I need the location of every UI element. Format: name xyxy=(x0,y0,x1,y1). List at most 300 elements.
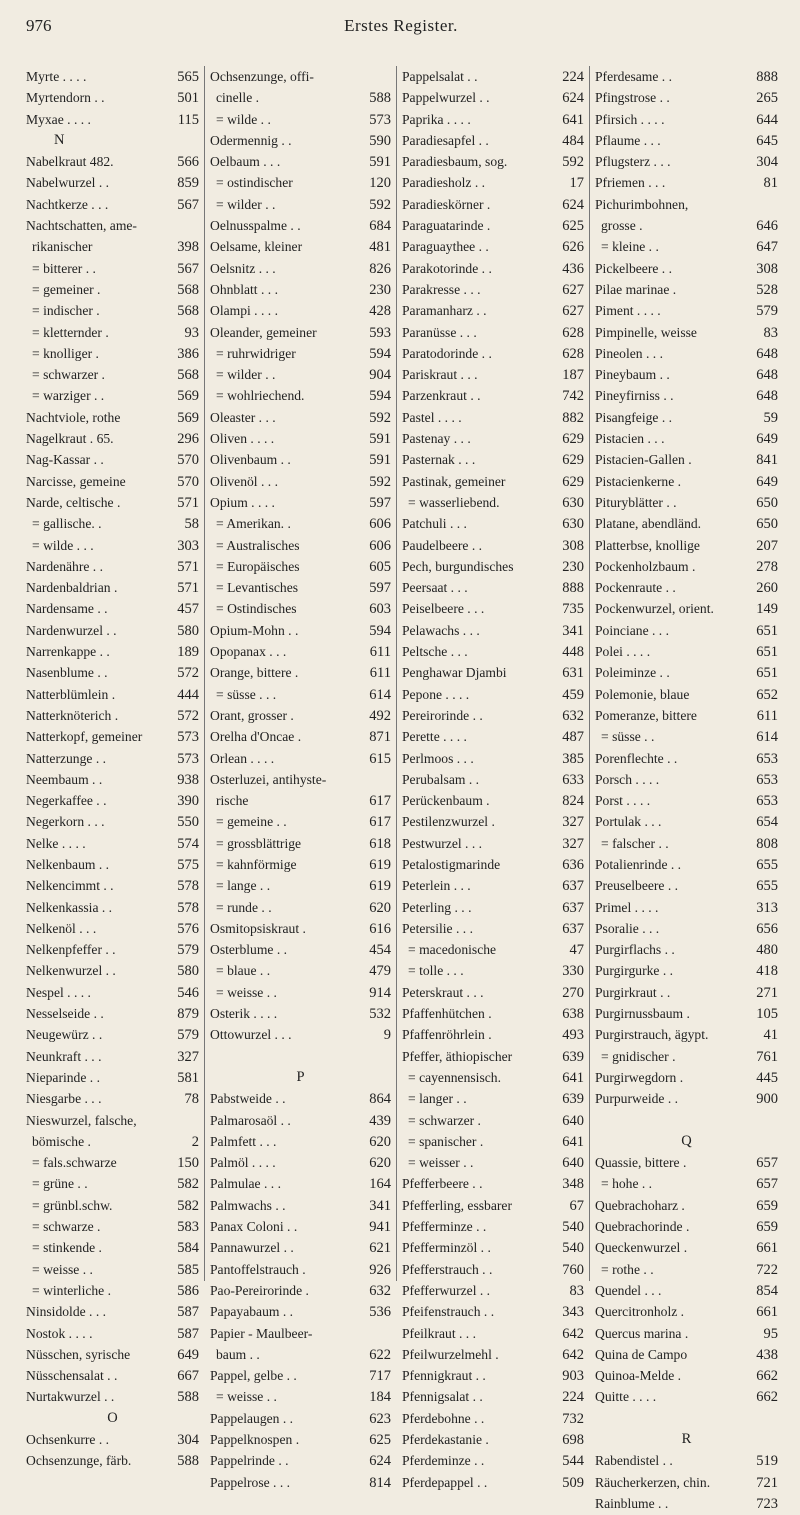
entry-term: Platane, abendländ. xyxy=(595,516,702,532)
entry-page: 573 xyxy=(369,111,391,128)
entry-page: 624 xyxy=(562,196,584,213)
index-entry xyxy=(210,982,391,1003)
index-entry xyxy=(595,748,778,769)
entry-term: Pech, burgundisches xyxy=(402,558,514,574)
entry-term: Paraguaythee . . xyxy=(402,239,489,255)
entry-page: 386 xyxy=(177,345,199,362)
entry-term: = gemeiner . xyxy=(32,281,101,297)
index-entry xyxy=(595,1259,778,1280)
index-entry xyxy=(402,1067,584,1088)
entry-term: Negerkaffee . . xyxy=(26,793,107,809)
entry-term: Quina de Campo xyxy=(595,1346,688,1362)
entry-page: 723 xyxy=(756,1495,778,1512)
index-column-1 xyxy=(26,66,204,1470)
entry-page: 630 xyxy=(562,516,584,533)
entry-page: 327 xyxy=(177,1048,199,1065)
entry-page: 568 xyxy=(177,303,199,320)
entry-page: 536 xyxy=(369,1304,391,1321)
index-entry xyxy=(26,1088,199,1109)
entry-page: 481 xyxy=(369,239,391,256)
entry-term: Porsch . . . . xyxy=(595,771,660,787)
entry-page: 592 xyxy=(562,154,584,171)
index-entry xyxy=(210,1173,391,1194)
entry-term: Pfennigsalat . . xyxy=(402,1389,483,1405)
entry-term: Osterluzei, antihyste- xyxy=(210,771,327,787)
index-entry xyxy=(595,598,778,619)
index-entry xyxy=(402,769,584,790)
entry-term: Pelawachs . . . xyxy=(402,622,480,638)
index-entry xyxy=(402,1365,584,1386)
entry-term: = wohlriechend. xyxy=(216,388,305,404)
index-entry xyxy=(26,1046,199,1067)
entry-term: Pfirsich . . . . xyxy=(595,111,665,127)
entry-page: 574 xyxy=(177,835,199,852)
entry-term: Ninsidolde . . . xyxy=(26,1304,107,1320)
index-entry xyxy=(26,364,199,385)
entry-page: 632 xyxy=(369,1282,391,1299)
entry-page: 591 xyxy=(369,431,391,448)
entry-page: 150 xyxy=(177,1155,199,1172)
entry-term: Palmulae . . . xyxy=(210,1176,281,1192)
spacer xyxy=(210,1046,391,1067)
index-entry xyxy=(402,854,584,875)
entry-page: 614 xyxy=(756,729,778,746)
index-entry xyxy=(595,939,778,960)
entry-page: 617 xyxy=(369,793,391,810)
index-entry xyxy=(26,790,199,811)
index-entry xyxy=(210,1472,391,1493)
entry-term: Pferdesame . . xyxy=(595,69,673,84)
index-entry xyxy=(595,364,778,385)
entry-page: 568 xyxy=(177,281,199,298)
index-entry xyxy=(26,939,199,960)
entry-term: Pfefferstrauch . . xyxy=(402,1261,493,1277)
index-entry xyxy=(26,641,199,662)
entry-term: Paramanharz . . xyxy=(402,303,487,319)
entry-term: = kleine . . xyxy=(601,239,659,255)
entry-page: 888 xyxy=(756,69,778,85)
entry-term: Parakotorinde . . xyxy=(402,260,492,276)
entry-page: 588 xyxy=(369,90,391,107)
entry-page: 652 xyxy=(756,686,778,703)
entry-term: = tolle . . . xyxy=(408,963,464,979)
entry-page: 570 xyxy=(177,452,199,469)
index-entry xyxy=(210,748,391,769)
entry-page: 571 xyxy=(177,580,199,597)
entry-term: Pasternak . . . xyxy=(402,452,476,468)
entry-page: 616 xyxy=(369,920,391,937)
entry-page: 348 xyxy=(562,1176,584,1193)
entry-term: Pfeilwurzelmehl . xyxy=(402,1346,499,1362)
index-entry xyxy=(402,1280,584,1301)
index-entry xyxy=(595,1195,778,1216)
index-entry xyxy=(402,364,584,385)
entry-page: 270 xyxy=(562,984,584,1001)
index-entry xyxy=(210,897,391,918)
index-entry xyxy=(210,1408,391,1429)
entry-term: cinelle . xyxy=(216,90,260,106)
entry-page: 484 xyxy=(562,132,584,149)
entry-term: Odermennig . . xyxy=(210,132,292,148)
index-entry xyxy=(26,109,199,130)
entry-term: Opium-Mohn . . xyxy=(210,622,299,638)
index-entry xyxy=(210,1024,391,1045)
entry-page: 341 xyxy=(562,622,584,639)
entry-page: 603 xyxy=(369,601,391,618)
entry-term: Pfeilkraut . . . xyxy=(402,1325,476,1341)
entry-term: Olivenbaum . . xyxy=(210,452,291,468)
entry-page: 597 xyxy=(369,580,391,597)
entry-term: Quassie, bittere . xyxy=(595,1155,687,1171)
entry-term: Paratodorinde . . xyxy=(402,345,492,361)
entry-page: 657 xyxy=(756,1176,778,1193)
index-entry xyxy=(595,87,778,108)
entry-term: Primel . . . . xyxy=(595,899,659,915)
index-entry xyxy=(26,215,199,236)
index-entry xyxy=(402,960,584,981)
entry-term: = wilde . . xyxy=(216,111,271,127)
entry-term: Pappelsalat . . xyxy=(402,69,478,84)
entry-term: Palmöl . . . . xyxy=(210,1155,276,1171)
entry-term: Pastel . . . . xyxy=(402,409,462,425)
index-entry xyxy=(210,1386,391,1407)
entry-page: 594 xyxy=(369,388,391,405)
entry-term: = knolliger . xyxy=(32,345,99,361)
entry-page: 656 xyxy=(756,920,778,937)
index-entry xyxy=(595,279,778,300)
entry-term: Pfriemen . . . xyxy=(595,175,666,191)
index-entry xyxy=(595,1472,778,1493)
entry-term: Oelnusspalme . . xyxy=(210,218,301,234)
entry-page: 621 xyxy=(369,1240,391,1257)
index-entry xyxy=(26,1131,199,1152)
entry-page: 436 xyxy=(562,260,584,277)
entry-page: 879 xyxy=(177,1006,199,1023)
entry-term: = runde . . xyxy=(216,899,272,915)
index-entry xyxy=(26,684,199,705)
entry-page: 941 xyxy=(369,1219,391,1236)
index-entry xyxy=(402,236,584,257)
entry-page: 620 xyxy=(369,1133,391,1150)
index-entry xyxy=(402,322,584,343)
index-entry xyxy=(210,343,391,364)
entry-page: 398 xyxy=(177,239,199,256)
entry-page: 625 xyxy=(369,1432,391,1448)
entry-page: 550 xyxy=(177,814,199,831)
entry-term: Pariskraut . . . xyxy=(402,367,478,383)
entry-page: 606 xyxy=(369,516,391,533)
entry-term: Pockenraute . . xyxy=(595,580,676,596)
entry-term: Pichurimbohnen, xyxy=(595,196,689,212)
entry-page: 639 xyxy=(562,1048,584,1065)
entry-term: Peterling . . . xyxy=(402,899,472,915)
index-entry xyxy=(402,1472,584,1493)
entry-term: Natterknöterich . xyxy=(26,707,119,723)
section-letter: Q xyxy=(681,1132,692,1149)
index-entry xyxy=(26,620,199,641)
index-entry xyxy=(402,790,584,811)
index-entry xyxy=(402,194,584,215)
index-entry xyxy=(595,1216,778,1237)
entry-page: 343 xyxy=(562,1304,584,1321)
entry-page: 662 xyxy=(756,1389,778,1406)
entry-page: 661 xyxy=(756,1240,778,1257)
index-entry xyxy=(26,407,199,428)
index-entry xyxy=(210,449,391,470)
index-entry xyxy=(210,811,391,832)
index-entry xyxy=(402,748,584,769)
entry-page: 659 xyxy=(756,1197,778,1214)
entry-term: Nelkenöl . . . xyxy=(26,920,97,936)
entry-page: 570 xyxy=(177,473,199,490)
index-entry xyxy=(26,1024,199,1045)
index-entry xyxy=(595,1301,778,1322)
entry-page: 230 xyxy=(369,281,391,298)
entry-page: 445 xyxy=(756,1069,778,1086)
entry-page: 620 xyxy=(369,899,391,916)
index-entry xyxy=(210,471,391,492)
entry-term: Parakresse . . . xyxy=(402,281,481,297)
index-entry xyxy=(210,854,391,875)
entry-term: Neunkraft . . . xyxy=(26,1048,102,1064)
entry-page: 9 xyxy=(383,1027,391,1044)
index-entry xyxy=(402,172,584,193)
entry-page: 207 xyxy=(756,537,778,554)
entry-term: Quercitronholz . xyxy=(595,1304,685,1320)
entry-term: Penghawar Djambi xyxy=(402,665,507,681)
entry-term: Psoralie . . . xyxy=(595,920,660,936)
index-entry xyxy=(26,513,199,534)
entry-term: Oliven . . . . xyxy=(210,431,275,447)
entry-page: 569 xyxy=(177,388,199,405)
index-entry xyxy=(210,1365,391,1386)
entry-term: = ruhrwidriger xyxy=(216,345,296,361)
entry-term: = schwarzer . xyxy=(408,1112,481,1128)
index-entry xyxy=(210,1301,391,1322)
entry-page: 742 xyxy=(562,388,584,405)
entry-page: 597 xyxy=(369,494,391,511)
index-entry xyxy=(210,535,391,556)
index-entry xyxy=(595,662,778,683)
entry-term: Pappelrose . . . xyxy=(210,1474,291,1490)
entry-term: Opopanax . . . xyxy=(210,644,287,660)
index-entry xyxy=(595,577,778,598)
index-entry xyxy=(595,471,778,492)
index-entry xyxy=(210,236,391,257)
index-entry xyxy=(26,1067,199,1088)
index-column-3 xyxy=(396,66,589,1491)
entry-term: Quercus marina . xyxy=(595,1325,689,1341)
entry-page: 230 xyxy=(562,558,584,575)
entry-term: Ochsenzunge, offi- xyxy=(210,69,314,84)
entry-term: = langer . . xyxy=(408,1091,467,1107)
index-entry xyxy=(210,322,391,343)
entry-page: 637 xyxy=(562,920,584,937)
entry-term: = ostindischer xyxy=(216,175,293,191)
entry-page: 532 xyxy=(369,1006,391,1023)
index-entry xyxy=(26,300,199,321)
entry-page: 871 xyxy=(369,729,391,746)
entry-term: Pilae marinae . xyxy=(595,281,677,297)
entry-page: 582 xyxy=(177,1197,199,1214)
index-entry xyxy=(26,151,199,172)
entry-page: 587 xyxy=(177,1325,199,1342)
index-entry xyxy=(595,960,778,981)
index-entry xyxy=(595,1024,778,1045)
entry-term: Pfingstrose . . xyxy=(595,90,670,106)
entry-page: 626 xyxy=(562,239,584,256)
index-entry xyxy=(26,1152,199,1173)
entry-page: 638 xyxy=(562,1006,584,1023)
index-entry xyxy=(402,130,584,151)
entry-page: 667 xyxy=(177,1368,199,1385)
page-title: Erstes Register. xyxy=(344,16,458,35)
index-entry xyxy=(402,258,584,279)
entry-term: = wilde . . . xyxy=(32,537,94,553)
entry-page: 439 xyxy=(369,1112,391,1129)
index-column-4 xyxy=(589,66,778,1512)
entry-page: 2 xyxy=(191,1133,199,1150)
entry-term: Pao-Pereirorinde . xyxy=(210,1282,309,1298)
index-entry xyxy=(210,513,391,534)
entry-page: 493 xyxy=(562,1027,584,1044)
entry-term: Polemonie, blaue xyxy=(595,686,690,702)
entry-term: Pferdeminze . . xyxy=(402,1453,485,1469)
entry-page: 540 xyxy=(562,1240,584,1257)
entry-page: 662 xyxy=(756,1368,778,1385)
entry-term: = gallische. . xyxy=(32,516,102,532)
entry-term: Quitte . . . . xyxy=(595,1389,657,1405)
entry-term: Poleiminze . . xyxy=(595,665,670,681)
entry-term: Pappelrinde . . xyxy=(210,1453,289,1469)
entry-term: = grüne . . xyxy=(32,1176,88,1192)
index-entry xyxy=(210,577,391,598)
index-entry xyxy=(595,641,778,662)
entry-term: Myxae . . . . xyxy=(26,111,91,127)
entry-term: Narrenkappe . . xyxy=(26,644,110,660)
entry-page: 633 xyxy=(562,771,584,788)
entry-term: = cayennensisch. xyxy=(408,1069,501,1085)
entry-page: 428 xyxy=(369,303,391,320)
entry-page: 58 xyxy=(184,516,199,533)
entry-page: 640 xyxy=(562,1155,584,1172)
index-entry xyxy=(595,535,778,556)
entry-page: 571 xyxy=(177,558,199,575)
entry-term: Nachtschatten, ame- xyxy=(26,218,137,234)
entry-term: Pannawurzel . . xyxy=(210,1240,294,1256)
entry-term: Narcisse, gemeine xyxy=(26,473,126,489)
entry-page: 624 xyxy=(369,1453,391,1470)
index-entry xyxy=(402,897,584,918)
index-entry xyxy=(210,641,391,662)
index-entry xyxy=(595,109,778,130)
entry-page: 544 xyxy=(562,1453,584,1470)
index-entry xyxy=(210,258,391,279)
index-entry xyxy=(26,556,199,577)
index-entry xyxy=(402,66,584,87)
index-entry xyxy=(210,1088,391,1109)
entry-term: Pferdebohne . . xyxy=(402,1410,485,1426)
entry-term: = winterliche . xyxy=(32,1282,112,1298)
section-letter: O xyxy=(107,1409,118,1426)
index-entry xyxy=(595,705,778,726)
entry-page: 579 xyxy=(756,303,778,320)
entry-page: 565 xyxy=(177,69,199,85)
entry-term: = rothe . . xyxy=(601,1261,654,1277)
index-entry xyxy=(402,1088,584,1109)
index-entry xyxy=(210,960,391,981)
entry-page: 841 xyxy=(756,452,778,469)
entry-term: = bitterer . . xyxy=(32,260,96,276)
index-entry xyxy=(402,492,584,513)
entry-term: Orange, bittere . xyxy=(210,665,299,681)
entry-term: Platterbse, knollige xyxy=(595,537,700,553)
entry-page: 628 xyxy=(562,324,584,341)
index-entry xyxy=(210,1216,391,1237)
entry-term: Paraguatarinde . xyxy=(402,218,491,234)
index-entry xyxy=(210,620,391,641)
index-entry xyxy=(26,172,199,193)
entry-term: Ohnblatt . . . xyxy=(210,281,278,297)
entry-page: 528 xyxy=(756,281,778,298)
entry-page: 105 xyxy=(756,1006,778,1023)
entry-page: 622 xyxy=(369,1346,391,1363)
entry-page: 592 xyxy=(369,196,391,213)
index-entry xyxy=(595,194,778,215)
entry-page: 572 xyxy=(177,665,199,682)
entry-term: Queckenwurzel . xyxy=(595,1240,688,1256)
entry-term: Pflaume . . . xyxy=(595,132,661,148)
entry-term: rische xyxy=(216,793,249,809)
index-entry xyxy=(26,577,199,598)
entry-term: Quebrachoharz . xyxy=(595,1197,685,1213)
entry-term: = Europäisches xyxy=(216,558,300,574)
index-entry xyxy=(402,151,584,172)
entry-page: 642 xyxy=(562,1346,584,1363)
entry-page: 308 xyxy=(562,537,584,554)
entry-page: 579 xyxy=(177,1027,199,1044)
spacer xyxy=(595,1408,778,1429)
index-entry xyxy=(210,833,391,854)
entry-page: 888 xyxy=(562,580,584,597)
entry-term: Pestilenzwurzel . xyxy=(402,814,495,830)
entry-page: 629 xyxy=(562,473,584,490)
entry-term: Pituryblätter . . xyxy=(595,494,677,510)
entry-page: 81 xyxy=(763,175,778,192)
entry-page: 592 xyxy=(369,473,391,490)
entry-term: Nelkencimmt . . xyxy=(26,878,114,894)
entry-term: Nieswurzel, falsche, xyxy=(26,1112,137,1128)
entry-term: Purgirwegdorn . xyxy=(595,1069,684,1085)
entry-term: Nesselseide . . xyxy=(26,1006,104,1022)
entry-term: Pappelaugen . . xyxy=(210,1410,294,1426)
entry-page: 611 xyxy=(369,644,391,661)
entry-page: 579 xyxy=(177,942,199,959)
entry-page: 900 xyxy=(756,1091,778,1108)
entry-term: = weisse . . xyxy=(216,1389,277,1405)
index-entry xyxy=(402,87,584,108)
index-entry xyxy=(402,662,584,683)
entry-term: Purpurweide . . xyxy=(595,1091,679,1107)
entry-term: = wilder . . xyxy=(216,196,276,212)
section-letter: N xyxy=(54,131,65,148)
entry-page: 722 xyxy=(756,1261,778,1278)
entry-term: Paradiesholz . . xyxy=(402,175,486,191)
entry-term: Paranüsse . . . xyxy=(402,324,477,340)
index-entry xyxy=(595,1493,778,1514)
index-entry xyxy=(210,1259,391,1280)
index-entry xyxy=(402,684,584,705)
